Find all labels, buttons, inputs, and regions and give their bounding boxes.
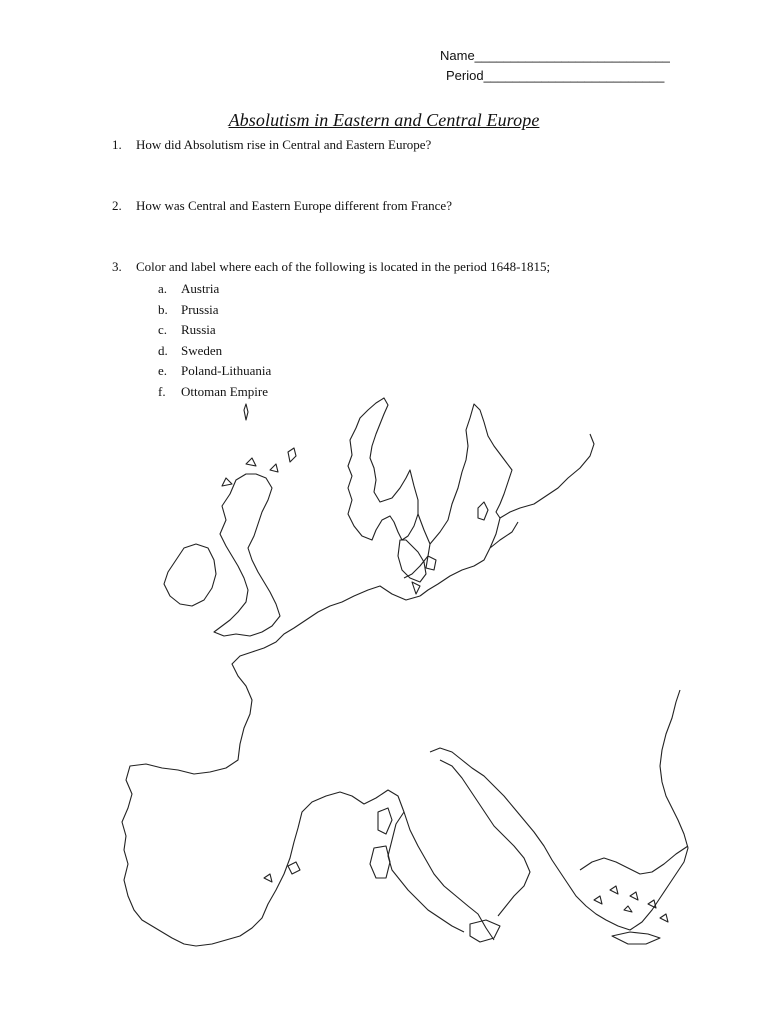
sardinia-corsica bbox=[370, 808, 392, 878]
item-label: Prussia bbox=[181, 301, 219, 317]
aegean-coast bbox=[580, 846, 688, 874]
denmark-peninsula bbox=[398, 540, 426, 582]
question-number: 2. bbox=[112, 198, 122, 213]
list-item bbox=[158, 279, 271, 300]
crete-island bbox=[612, 932, 660, 944]
list-item bbox=[158, 341, 271, 362]
period-field[interactable]: Period_________________________ bbox=[446, 68, 665, 83]
continental-coast bbox=[122, 586, 494, 946]
ireland-coast bbox=[164, 544, 216, 606]
list-item bbox=[158, 300, 271, 321]
list-item bbox=[158, 361, 271, 382]
sicily-island bbox=[470, 920, 500, 942]
gotland-island bbox=[478, 502, 488, 520]
name-field[interactable]: Name___________________________ bbox=[440, 48, 670, 63]
europe-outline-map[interactable] bbox=[120, 395, 690, 950]
question-number: 1. bbox=[112, 137, 122, 152]
italy-coast bbox=[388, 760, 530, 932]
question-text: How did Absolutism rise in Central and Eastern Europe? bbox=[136, 137, 432, 152]
item-letter: e. bbox=[158, 363, 168, 379]
scandinavia-coast bbox=[348, 398, 418, 540]
item-label: Austria bbox=[181, 281, 220, 296]
question-text: How was Central and Eastern Europe different from France? bbox=[136, 198, 452, 213]
item-letter: f. bbox=[158, 383, 166, 399]
question-3 bbox=[112, 259, 550, 275]
aegean-islands bbox=[594, 886, 668, 922]
great-britain-coast bbox=[214, 474, 280, 636]
question-1 bbox=[112, 137, 431, 153]
item-letter: b. bbox=[158, 301, 168, 317]
item-label: Sweden bbox=[181, 342, 223, 358]
item-letter: c. bbox=[158, 322, 168, 338]
sweden-finland-coast bbox=[404, 404, 594, 578]
item-label: Russia bbox=[181, 322, 216, 338]
list-item bbox=[158, 320, 271, 341]
adriatic-balkan-coast bbox=[430, 690, 688, 930]
question-number: 3. bbox=[112, 259, 122, 274]
item-letter: d. bbox=[158, 342, 168, 358]
question-2 bbox=[112, 198, 452, 214]
baltic-east-coast bbox=[420, 518, 518, 596]
item-letter: a. bbox=[158, 281, 168, 296]
scottish-isles bbox=[222, 458, 278, 486]
item-label: Ottoman Empire bbox=[181, 383, 269, 399]
question-text: Color and label where each of the following is located in the period 1648-1815; bbox=[136, 259, 551, 274]
region-list bbox=[158, 279, 271, 403]
faroe-islands bbox=[244, 404, 296, 462]
worksheet-title: Absolutism in Eastern and Central Europe bbox=[228, 110, 540, 130]
student-info bbox=[440, 46, 670, 86]
item-label: Poland-Lithuania bbox=[181, 363, 272, 379]
